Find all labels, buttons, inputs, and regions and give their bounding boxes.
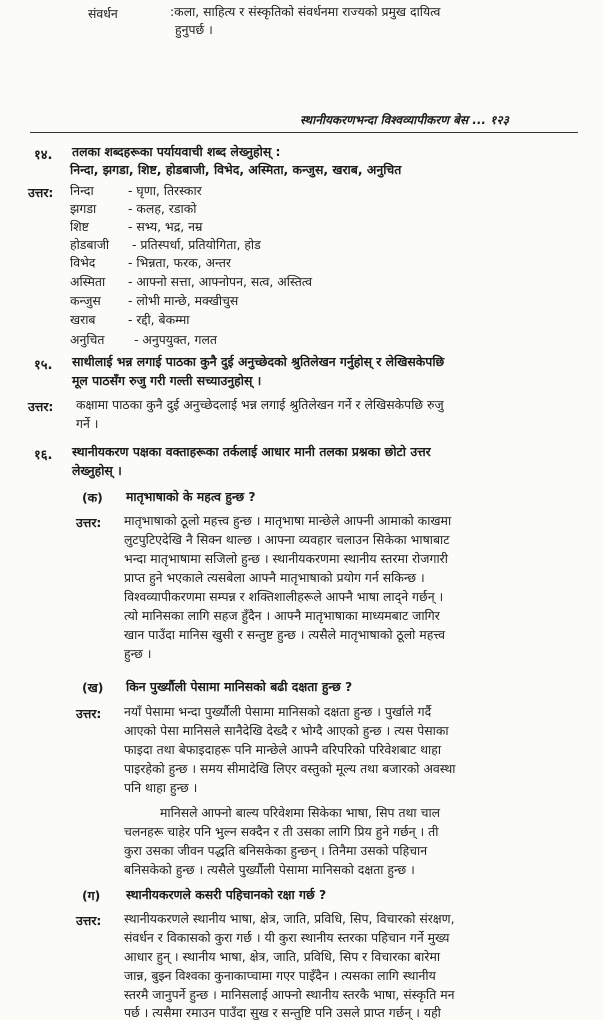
answer-line: बनिसकेको हुन्छ । त्यसैले पुर्ख्यौली पेसामा मानिसको दक्षता हुन्छ । (124, 862, 415, 877)
q16-number: १६. (34, 448, 53, 463)
q16-part-label: (ख) (82, 680, 104, 695)
answer-line: नयाँ पेसामा भन्दा पुर्ख्यौली पेसामा मानिसको दक्षता हुन्छ । पुर्खाले गर्दै (124, 704, 432, 719)
synonym-word: शिष्ट (70, 219, 89, 234)
answer-line: मातृभाषाको ठूलो महत्त्व हुन्छ । मातृभाषा मान्छेले आफ्नी आमाको काखमा (124, 513, 452, 528)
synonym-definition: - आफ्नो सत्ता, आफ्नोपन, सत्व, अस्तित्व (128, 274, 312, 289)
q15-question-line1: साथीलाई भन्न लगाई पाठका कुनै दुई अनुच्छेदको श्रुतिलेखन गर्नुहोस् र लेखिसकेपछि (72, 354, 445, 369)
answer-line: हुन्छ । (124, 646, 152, 661)
q14-answer-label: उत्तर: (28, 185, 54, 200)
answer-line: पर्छ । त्यसैमा रमाउन पाउँदा सुख र सन्तुष्टि पनि उसले प्राप्त गर्छन् । यही (124, 1005, 441, 1020)
answer-line: जान्न, बुझ्न विश्वका कुनाकाप्चामा गएर पाइँदैन । त्यसका लागि स्थानीय (124, 968, 436, 983)
q16-part-label: (ग) (82, 888, 101, 903)
answer-line: स्तरमै जानुपर्ने हुन्छ । मानिसलाई आफ्नो स्थानीय स्तरकै भाषा, संस्कृति मन (124, 987, 455, 1002)
answer-line: फाइदा तथा बेफाइदाहरू पनि मान्छेले आफ्नै वरिपरिको परिवेशबाट थाहा (124, 742, 442, 757)
q16c-answer-label: उत्तर: (76, 913, 102, 928)
answer-line: मानिसले आफ्नो बाल्य परिवेशमा सिकेका भाषा, सिप तथा चाल (160, 805, 441, 820)
running-header: स्थानीयकरणभन्दा विश्वव्यापीकरण बेस ... १२३ (300, 113, 509, 127)
answer-line: प्राप्त हुने भएकाले त्यसबेला आफ्नै मातृभाषाको प्रयोग गर्न सकिन्छ । (124, 570, 425, 585)
answer-line: लुटपुटिएदेखि नै सिक्न थाल्छ । आफ्ना व्यवहार चलाउन सिकेका भाषाबाट (124, 532, 450, 547)
synonym-definition: - भिन्नता, फरक, अन्तर (128, 255, 231, 270)
synonym-word: कन्जुस (70, 293, 101, 308)
answer-line: पनि थाहा हुन्छ । (124, 780, 198, 795)
answer-line: कुरा उसका जीवन पद्धति बनिसकेका हुन्छन् । तिनैमा उसको पहिचान (124, 843, 428, 858)
q15-number: १५. (34, 358, 53, 373)
q16-part-question: किन पुर्ख्यौली पेसामा मानिसको बढी दक्षता हुन्छ ? (126, 679, 353, 694)
synonym-word: अनुचित (70, 332, 105, 347)
synonym-definition: - लोभी मान्छे, मक्खीचुस (128, 293, 239, 308)
q16b-answer-label: उत्तर: (76, 706, 102, 721)
synonym-definition: - सभ्य, भद्र, नम्र (128, 219, 203, 234)
top-fragment-line2: हुनुपर्छ । (175, 22, 213, 37)
answer-line: खान पाउँदा मानिस खुसी र सन्तुष्ट हुन्छ । त्यसैले मातृभाषाको ठूलो महत्त्व (124, 627, 445, 642)
q16a-answer-label: उत्तर: (76, 515, 102, 530)
top-fragment-line1: :कला, साहित्य र संस्कृतिको संवर्धनमा राज्यको प्रमुख दायित्व (170, 4, 441, 19)
q14-words: निन्दा, झगडा, शिष्ट, होडबाजी, विभेद, अस्मिता, कन्जुस, खराब, अनुचित (70, 162, 402, 177)
answer-line: विश्वव्यापीकरणमा सम्पन्न र शक्तिशालीहरूले आफ्नै भाषा लाद्ने गर्छन् । (124, 589, 444, 604)
answer-line: आएको पेसा मानिसले सानैदेखि देख्दै र भोग्दै आएको हुन्छ । त्यस पेसाका (124, 723, 449, 738)
synonym-definition: - रद्दी, बेकम्मा (128, 312, 190, 327)
synonym-definition: - घृणा, तिरस्कार (128, 183, 202, 198)
q15-answer-line1: कक्षामा पाठका कुनै दुई अनुच्छेदलाई भन्न लगाई श्रुतिलेखन गर्ने र लेखिसकेपछि रुजु (76, 397, 444, 412)
answer-line: स्थानीयकरणले स्थानीय भाषा, क्षेत्र, जाति, प्रविधि, सिप, विचारको संरक्षण, (124, 911, 455, 926)
synonym-definition: - प्रतिस्पर्धा, प्रतियोगिता, होड (132, 237, 261, 252)
q16-part-question: मातृभाषाको के महत्व हुन्छ ? (126, 489, 256, 504)
synonym-word: निन्दा (70, 183, 94, 198)
synonym-word: होडबाजी (70, 237, 110, 252)
q16-part-question: स्थानीयकरणले कसरी पहिचानको रक्षा गर्छ ? (126, 887, 327, 902)
q16-part-label: (क) (82, 490, 103, 505)
answer-line: संवर्धन र विकासको कुरा गर्छ । यी कुरा स्थानीय स्तरका पहिचान गर्ने मुख्य (124, 930, 450, 945)
q15-answer-label: उत्तर: (28, 399, 54, 414)
synonym-word: विभेद (70, 255, 96, 270)
answer-line: पाइरहेको हुन्छ । समय सीमादेखि लिएर वस्तुको मूल्य तथा बजारको अवस्था (124, 761, 456, 776)
answer-line: आधार हुन् । स्थानीय भाषा, क्षेत्र, जाति, प्रविधि, सिप र विचारका बारेमा (124, 949, 441, 964)
q16-question-line2: लेख्नुहोस् । (72, 463, 122, 478)
synonym-definition: - कलह, रडाको (128, 201, 197, 216)
q14-question: तलका शब्दहरूका पर्यायवाची शब्द लेख्नुहोस् : (72, 144, 281, 159)
synonym-word: अस्मिता (70, 274, 106, 289)
header-divider (30, 132, 578, 133)
q16-question-line1: स्थानीयकरण पक्षका वक्ताहरूका तर्कलाई आधार मानी तलका प्रश्नका छोटो उत्तर (72, 444, 431, 459)
answer-line: त्यो मानिसका लागि सहज हुँदैन । आफ्नै मातृभाषाका माध्यमबाट जागिर (124, 608, 440, 623)
top-fragment-label: संवर्धन (88, 6, 118, 21)
answer-line: चलनहरू चाहेर पनि भुल्न सक्दैन र ती उसका लागि प्रिय हुने गर्छन् । ती (124, 824, 439, 839)
synonym-word: झगडा (70, 201, 97, 216)
answer-line: भन्दा मातृभाषामा सजिलो हुन्छ । स्थानीयकरणमा स्थानीय स्तरमा रोजगारी (124, 551, 448, 566)
synonym-word: खराब (70, 312, 96, 327)
synonym-definition: - अनुपयुक्त, गलत (134, 332, 217, 347)
q15-question-line2: मूल पाठसँग रुजु गरी गल्ती सच्याउनुहोस् । (72, 373, 262, 388)
q15-answer-line2: गर्ने । (76, 416, 99, 431)
q14-number: १४. (34, 148, 53, 163)
